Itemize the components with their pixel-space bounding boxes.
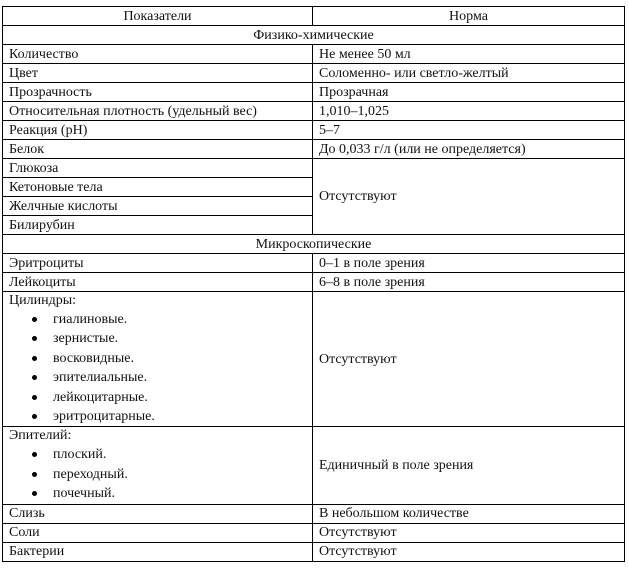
table-row [3,254,625,273]
row-value: 6–8 в поле зрения [313,273,625,292]
row-label: Бактерии [3,542,313,561]
row-label: Соли [3,523,313,542]
section-physchem: Физико-химические [3,26,625,45]
cylinders-list [9,310,306,426]
row-label: Прозрачность [3,83,313,102]
row-value: Отсутствуют [313,523,625,542]
bullet-icon [32,472,37,477]
row-label: Белок [3,140,313,159]
section-micro: Микроскопические [3,235,625,254]
row-value: Отсутствуют [313,542,625,561]
row-value: Единичный в поле зрения [313,427,625,504]
table-row [3,140,625,159]
table-row [3,102,625,121]
table-row [3,504,625,523]
row-value: До 0,033 г/л (или не определяется) [313,140,625,159]
epithelium-list [9,445,306,503]
row-label: Желчные кислоты [3,197,313,216]
bullet-icon [32,395,37,400]
row-label: Слизь [3,504,313,523]
table-row [3,83,625,102]
header-norm: Норма [313,7,625,26]
list-item: восковидные. [9,349,306,368]
row-value: В небольшом количестве [313,504,625,523]
list-item: почечный. [9,484,306,503]
cylinders-cell [3,292,313,427]
cylinders-title: Цилиндры: [9,293,76,308]
row-value: Соломенно- или светло-желтый [313,64,625,83]
table-row [3,542,625,561]
row-value: Прозрачная [313,83,625,102]
table-row [3,523,625,542]
table-row [3,427,625,504]
section-row [3,235,625,254]
row-value: 1,010–1,025 [313,102,625,121]
row-value-group-absent: Отсутствуют [313,159,625,235]
row-value: Не менее 50 мл [313,45,625,64]
table-row [3,64,625,83]
bullet-icon [32,336,37,341]
table-row [3,273,625,292]
row-label: Глюкоза [3,159,313,178]
bullet-icon [32,452,37,457]
row-label: Лейкоциты [3,273,313,292]
row-value: 0–1 в поле зрения [313,254,625,273]
list-item: гиалиновые. [9,310,306,329]
bullet-icon [32,414,37,419]
row-value: 5–7 [313,121,625,140]
header-row [3,7,625,26]
table-row [3,121,625,140]
list-item: эпителиальные. [9,368,306,387]
row-label: Эритроциты [3,254,313,273]
bullet-icon [32,317,37,322]
list-item: лейкоцитарные. [9,388,306,407]
list-item: плоский. [9,445,306,464]
row-value: Отсутствуют [313,292,625,427]
table-row [3,45,625,64]
row-label: Кетоновые тела [3,178,313,197]
row-label: Билирубин [3,216,313,235]
list-item: переходный. [9,465,306,484]
row-label: Реакция (pH) [3,121,313,140]
bullet-icon [32,491,37,496]
list-item: зернистые. [9,329,306,348]
header-indicators: Показатели [3,7,313,26]
row-label: Цвет [3,64,313,83]
epithelium-title: Эпителий: [9,428,72,444]
table-row [3,159,625,178]
row-label: Относительная плотность (удельный вес) [3,102,313,121]
table-row [3,292,625,427]
bullet-icon [32,375,37,380]
section-row [3,26,625,45]
bullet-icon [32,356,37,361]
list-item: эритроцитарные. [9,407,306,426]
urinalysis-norms-table [2,6,625,562]
row-label: Количество [3,45,313,64]
epithelium-cell [3,427,313,504]
